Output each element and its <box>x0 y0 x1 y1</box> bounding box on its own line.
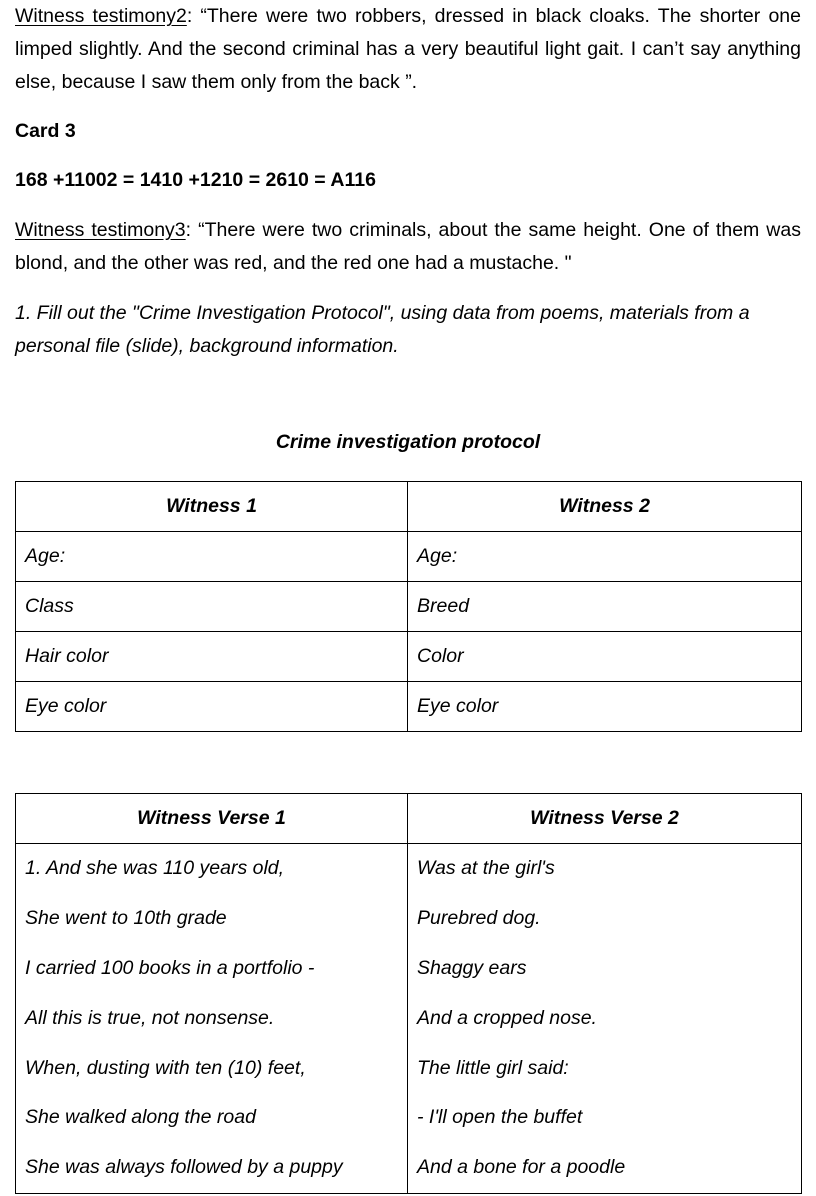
protocol-row <box>16 682 802 732</box>
verse-2-line: And a bone for a poodle <box>408 1143 802 1193</box>
witness-testimony-2-label: Witness testimony2 <box>15 5 187 27</box>
verse-1-line: All this is true, not nonsense. <box>16 993 408 1043</box>
verse-line-row <box>16 1093 802 1143</box>
verse-1-line: She walked along the road <box>16 1093 408 1143</box>
protocol-title: Crime investigation protocol <box>275 431 541 453</box>
verse-2-line: The little girl said: <box>408 1043 802 1093</box>
verse-line-row <box>16 894 802 944</box>
verse-line-row <box>16 993 802 1043</box>
verse-2-line: And a cropped nose. <box>408 993 802 1043</box>
protocol-cell: Eye color <box>408 682 802 732</box>
protocol-cell: Hair color <box>16 632 408 682</box>
card-title: Card 3 <box>15 120 76 142</box>
protocol-cell: Class <box>16 582 408 632</box>
verse-line-row <box>16 844 802 894</box>
protocol-cell: Breed <box>408 582 802 632</box>
verse-2-line: Was at the girl's <box>408 844 802 894</box>
verse-2-line: Purebred dog. <box>408 894 802 944</box>
verse-1-line: I carried 100 books in a portfolio - <box>16 944 408 994</box>
witness-testimony-3-text: : “There were two criminals, about the same height. One of them was blond, and the other was red, and the red one had a mustache. " <box>15 219 801 274</box>
protocol-cell: Color <box>408 632 802 682</box>
protocol-header-row <box>16 482 802 532</box>
verse-2-line: - I'll open the buffet <box>408 1093 802 1143</box>
verse-1-line: She went to 10th grade <box>16 894 408 944</box>
verses-table <box>15 793 802 1194</box>
witness-testimony-2-text: : “There were two robbers, dressed in black cloaks. The shorter one limped slightly. And the second criminal has a very beautiful light gait. I can’t say anything else, because I saw them only from the back ”. <box>15 5 801 93</box>
verse-1-line: When, dusting with ten (10) feet, <box>16 1043 408 1093</box>
protocol-row <box>16 532 802 582</box>
protocol-table <box>15 481 802 732</box>
protocol-row <box>16 632 802 682</box>
verses-header-row <box>16 794 802 844</box>
protocol-row <box>16 582 802 632</box>
protocol-cell: Eye color <box>16 682 408 732</box>
verse-1-line: 1. And she was 110 years old, <box>16 844 408 894</box>
protocol-header-witness-1: Witness 1 <box>16 482 408 532</box>
verse-line-row <box>16 1043 802 1093</box>
witness-testimony-2 <box>15 0 801 99</box>
verse-line-row <box>16 1143 802 1193</box>
witness-testimony-3 <box>15 214 801 280</box>
verse-1-line: She was always followed by a puppy <box>16 1143 408 1193</box>
protocol-cell: Age: <box>16 532 408 582</box>
witness-testimony-3-label: Witness testimony3 <box>15 219 186 241</box>
verse-line-row <box>16 944 802 994</box>
protocol-header-witness-2: Witness 2 <box>408 482 802 532</box>
verses-header-2: Witness Verse 2 <box>408 794 802 844</box>
verses-header-1: Witness Verse 1 <box>16 794 408 844</box>
protocol-cell: Age: <box>408 532 802 582</box>
equation: 168 +11002 = 1410 +1210 = 2610 = A116 <box>15 169 376 191</box>
verse-2-line: Shaggy ears <box>408 944 802 994</box>
task-instruction: 1. Fill out the "Crime Investigation Protocol", using data from poems, materials from a personal file (slide), background information. <box>15 302 750 357</box>
